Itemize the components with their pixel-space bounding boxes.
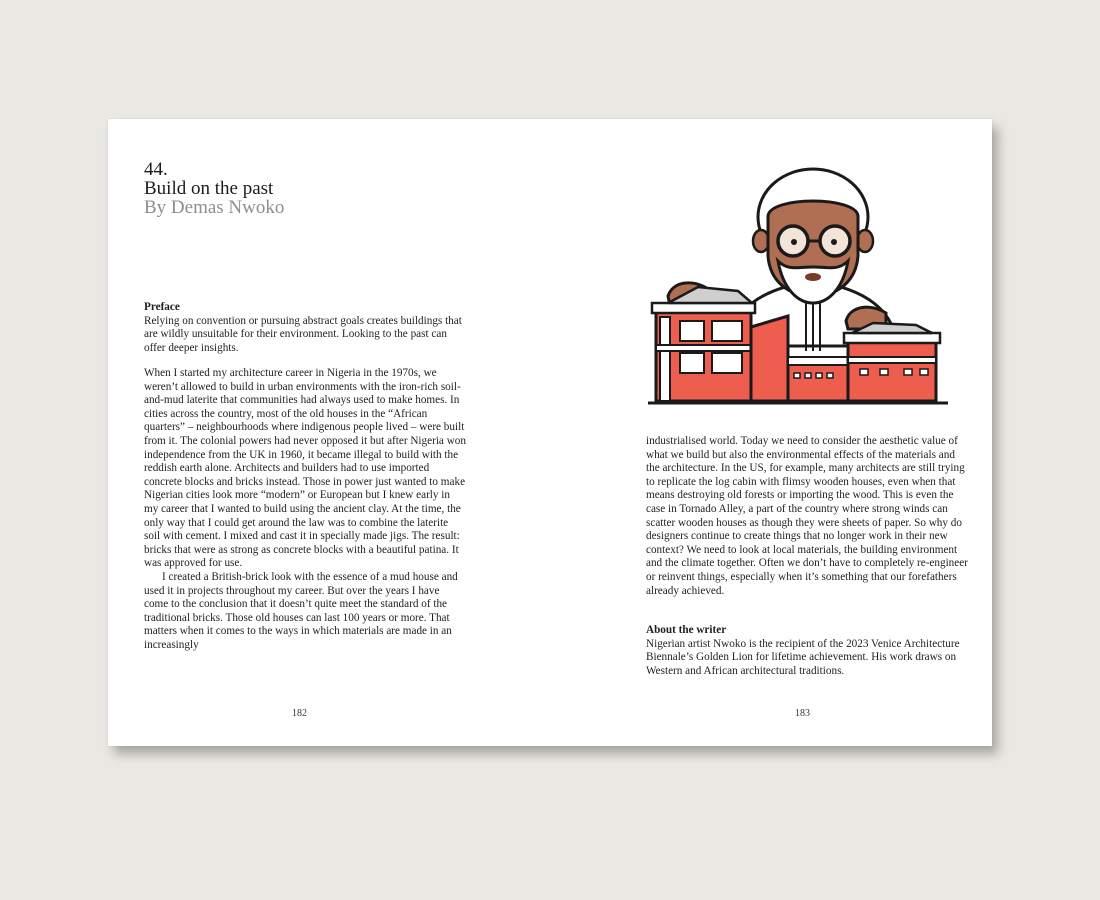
body-paragraph-1: When I started my architecture career in Nigeria in the 1970s, we weren’t allowed to build in urban environments with the iron-rich soil-and-mud laterite that communities had always used to make homes. In cities across the country, most of the old houses in the “African quarters” – neighbourhoods where indigenous people lived – were built from it. The colonial powers had never opposed it but after Nigeria won independence from the UK in 1960, it became illegal to build with the reddish earth alone. Architects and builders had to use imported concrete blocks and bricks instead. Those in power just wanted to make Nigerian cities look more “modern” or European but I knew early in my career that I wanted to build using the ancient clay. At the time, the only way that I could get around the law was to combine the laterite soil with cement. I mixed and cast it in specially made jigs. The result: bricks that were as strong as concrete blocks with a beautiful patina. It was approved for use. (144, 367, 466, 570)
right-body-paragraph: industrialised world. Today we need to consider the aesthetic value of what we build but also the environmental effects of the materials and the architecture. In the US, for example, many architects are still trying to replicate the log cabin with flimsy wooden houses, even when that means destroying old forests or importing the wood. This is even the case in Tornado Alley, a part of the country where strong winds can scatter wooden houses as though they were sheets of paper. So why do designers continue to create things that no longer work in their new context? We need to look at local materials, the building environment and the climate together. Often we don’t have to completely re-engineer or reinvent things, especially when it’s something that our forefathers already achieved. (646, 435, 968, 597)
article-title: Build on the past (144, 178, 274, 199)
left-body-text (144, 367, 466, 652)
about-writer-section (646, 624, 970, 678)
page-number-left: 182 (292, 708, 307, 719)
right-page (550, 119, 992, 746)
writer-heading: About the writer (646, 624, 727, 636)
architect-portrait-illustration (648, 161, 978, 411)
left-page (108, 119, 550, 746)
page-number-right: 183 (795, 708, 810, 719)
writer-text: Nigerian artist Nwoko is the recipient of the 2023 Venice Architecture Biennale’s Golden Lion for lifetime achievement. His work draws on Western and African architectural traditions. (646, 637, 960, 677)
magazine-spread (108, 119, 992, 746)
preface-heading: Preface (144, 301, 180, 313)
article-author: By Demas Nwoko (144, 197, 285, 218)
preface-text: Relying on convention or pursuing abstract goals creates buildings that are wildly unsuitable for their environment. Looking to the past can offer deeper insights. (144, 314, 462, 354)
preface-section (144, 301, 464, 355)
right-body-text (646, 435, 970, 598)
chapter-number: 44. (144, 159, 168, 180)
article-heading (144, 160, 284, 217)
body-paragraph-2: I created a British-brick look with the essence of a mud house and used it in projects throughout my career. But over the years I have come to the conclusion that it doesn’t quite meet the standard of the traditional bricks. Those old houses can last 100 years or more. That matters when it comes to the ways in which materials are made in an increasingly (144, 570, 458, 651)
